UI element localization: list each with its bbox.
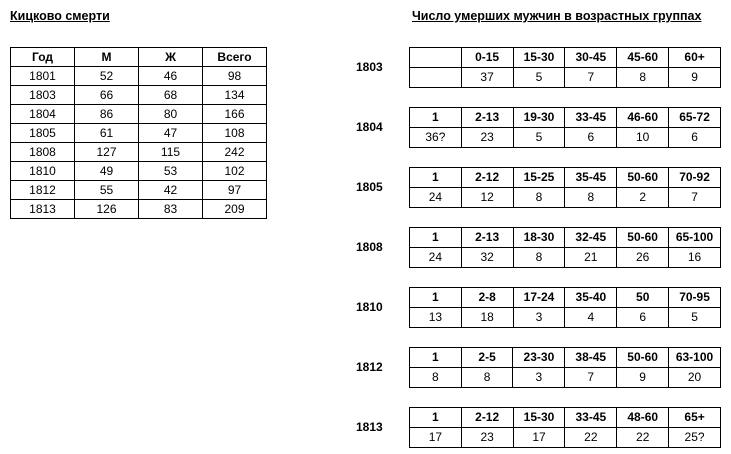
death-count-cell: 13 xyxy=(410,308,462,328)
cell-female: 68 xyxy=(139,86,203,105)
death-count-row xyxy=(410,428,721,448)
age-group-table xyxy=(409,407,721,448)
age-range-cell: 15-30 xyxy=(513,48,565,68)
age-range-cell: 48-60 xyxy=(617,408,669,428)
cell-year: 1801 xyxy=(11,67,75,86)
death-count-cell: 17 xyxy=(513,428,565,448)
age-range-cell: 70-95 xyxy=(669,288,721,308)
age-range-row xyxy=(410,228,721,248)
age-group-block xyxy=(356,287,721,327)
death-count-cell: 23 xyxy=(461,128,513,148)
table-row xyxy=(11,67,267,86)
age-range-cell: 23-30 xyxy=(513,348,565,368)
death-count-cell: 9 xyxy=(669,68,721,88)
deaths-title: Кицково смерти xyxy=(10,9,110,23)
death-count-cell: 8 xyxy=(461,368,513,388)
group-year: 1804 xyxy=(356,120,383,134)
age-range-cell: 15-30 xyxy=(513,408,565,428)
death-count-cell: 6 xyxy=(617,308,669,328)
group-year: 1812 xyxy=(356,360,383,374)
death-count-cell: 24 xyxy=(410,248,462,268)
age-range-cell: 35-45 xyxy=(565,168,617,188)
age-group-table xyxy=(409,227,721,268)
age-group-table xyxy=(409,47,721,88)
cell-total: 102 xyxy=(203,162,267,181)
death-count-cell: 8 xyxy=(513,188,565,208)
age-range-cell: 1 xyxy=(410,228,462,248)
header-total: Всего xyxy=(203,48,267,67)
group-year: 1808 xyxy=(356,240,383,254)
death-count-cell: 16 xyxy=(669,248,721,268)
death-count-cell: 22 xyxy=(565,428,617,448)
death-count-cell: 20 xyxy=(669,368,721,388)
age-range-cell: 2-13 xyxy=(461,228,513,248)
age-range-cell: 50-60 xyxy=(617,228,669,248)
age-range-cell: 63-100 xyxy=(669,348,721,368)
age-range-cell: 15-25 xyxy=(513,168,565,188)
cell-total: 108 xyxy=(203,124,267,143)
death-count-cell: 10 xyxy=(617,128,669,148)
death-count-cell: 6 xyxy=(669,128,721,148)
group-year: 1813 xyxy=(356,420,383,434)
age-range-cell: 2-13 xyxy=(461,108,513,128)
cell-year: 1813 xyxy=(11,200,75,219)
death-count-cell: 8 xyxy=(565,188,617,208)
age-range-cell: 2-12 xyxy=(461,408,513,428)
table-row xyxy=(11,124,267,143)
age-range-cell: 45-60 xyxy=(617,48,669,68)
age-range-cell: 65+ xyxy=(669,408,721,428)
death-count-cell: 3 xyxy=(513,368,565,388)
cell-male: 49 xyxy=(75,162,139,181)
table-row xyxy=(11,86,267,105)
group-year: 1810 xyxy=(356,300,383,314)
age-range-cell: 1 xyxy=(410,408,462,428)
death-count-cell: 18 xyxy=(461,308,513,328)
age-group-block xyxy=(356,347,721,387)
death-count-cell: 8 xyxy=(513,248,565,268)
header-female: Ж xyxy=(139,48,203,67)
age-group-table xyxy=(409,347,721,388)
death-count-cell: 3 xyxy=(513,308,565,328)
cell-male: 52 xyxy=(75,67,139,86)
death-count-cell: 5 xyxy=(669,308,721,328)
age-range-row xyxy=(410,348,721,368)
cell-male: 126 xyxy=(75,200,139,219)
age-range-cell: 33-45 xyxy=(565,408,617,428)
cell-male: 66 xyxy=(75,86,139,105)
deaths-header-row xyxy=(11,48,267,67)
death-count-row xyxy=(410,68,721,88)
age-range-cell: 35-40 xyxy=(565,288,617,308)
death-count-row xyxy=(410,128,721,148)
age-range-cell: 38-45 xyxy=(565,348,617,368)
header-male: М xyxy=(75,48,139,67)
cell-male: 86 xyxy=(75,105,139,124)
death-count-row xyxy=(410,248,721,268)
group-year: 1805 xyxy=(356,180,383,194)
age-range-cell: 1 xyxy=(410,348,462,368)
cell-female: 83 xyxy=(139,200,203,219)
death-count-cell: 8 xyxy=(410,368,462,388)
death-count-cell: 7 xyxy=(565,368,617,388)
age-range-row xyxy=(410,48,721,68)
death-count-cell: 7 xyxy=(565,68,617,88)
age-range-cell: 0-15 xyxy=(461,48,513,68)
age-group-block xyxy=(356,107,721,147)
age-range-cell: 65-100 xyxy=(669,228,721,248)
age-range-cell: 32-45 xyxy=(565,228,617,248)
death-count-cell: 4 xyxy=(565,308,617,328)
age-range-cell: 65-72 xyxy=(669,108,721,128)
age-group-table xyxy=(409,167,721,208)
age-range-cell: 2-12 xyxy=(461,168,513,188)
death-count-cell: 8 xyxy=(617,68,669,88)
cell-total: 98 xyxy=(203,67,267,86)
cell-year: 1803 xyxy=(11,86,75,105)
cell-year: 1805 xyxy=(11,124,75,143)
death-count-cell: 5 xyxy=(513,68,565,88)
age-range-cell: 18-30 xyxy=(513,228,565,248)
cell-total: 134 xyxy=(203,86,267,105)
death-count-cell: 17 xyxy=(410,428,462,448)
age-range-row xyxy=(410,408,721,428)
cell-year: 1812 xyxy=(11,181,75,200)
age-range-cell: 19-30 xyxy=(513,108,565,128)
cell-total: 97 xyxy=(203,181,267,200)
cell-total: 242 xyxy=(203,143,267,162)
death-count-row xyxy=(410,188,721,208)
death-count-cell: 36? xyxy=(410,128,462,148)
table-row xyxy=(11,162,267,181)
cell-year: 1808 xyxy=(11,143,75,162)
age-range-cell: 46-60 xyxy=(617,108,669,128)
death-count-cell: 5 xyxy=(513,128,565,148)
age-range-cell xyxy=(410,48,462,68)
age-range-cell: 50 xyxy=(617,288,669,308)
cell-year: 1810 xyxy=(11,162,75,181)
age-range-cell: 1 xyxy=(410,288,462,308)
cell-female: 115 xyxy=(139,143,203,162)
age-groups-title: Число умерших мужчин в возрастных группах xyxy=(412,9,702,23)
death-count-cell: 25? xyxy=(669,428,721,448)
age-group-block xyxy=(356,47,721,87)
death-count-cell: 22 xyxy=(617,428,669,448)
age-range-cell: 1 xyxy=(410,168,462,188)
death-count-cell: 2 xyxy=(617,188,669,208)
cell-female: 42 xyxy=(139,181,203,200)
cell-female: 46 xyxy=(139,67,203,86)
age-range-cell: 1 xyxy=(410,108,462,128)
death-count-row xyxy=(410,308,721,328)
cell-total: 166 xyxy=(203,105,267,124)
age-range-cell: 30-45 xyxy=(565,48,617,68)
age-range-row xyxy=(410,108,721,128)
death-count-cell: 9 xyxy=(617,368,669,388)
age-range-cell: 2-5 xyxy=(461,348,513,368)
death-count-cell: 6 xyxy=(565,128,617,148)
death-count-row xyxy=(410,368,721,388)
table-row xyxy=(11,105,267,124)
age-group-block xyxy=(356,167,721,207)
group-year: 1803 xyxy=(356,60,383,74)
age-range-cell: 70-92 xyxy=(669,168,721,188)
age-range-cell: 60+ xyxy=(669,48,721,68)
cell-male: 61 xyxy=(75,124,139,143)
cell-male: 127 xyxy=(75,143,139,162)
age-group-block xyxy=(356,227,721,267)
age-group-table xyxy=(409,287,721,328)
death-count-cell: 24 xyxy=(410,188,462,208)
table-row xyxy=(11,200,267,219)
death-count-cell: 7 xyxy=(669,188,721,208)
age-range-cell: 33-45 xyxy=(565,108,617,128)
death-count-cell: 26 xyxy=(617,248,669,268)
death-count-cell: 21 xyxy=(565,248,617,268)
cell-male: 55 xyxy=(75,181,139,200)
age-group-table xyxy=(409,107,721,148)
age-range-row xyxy=(410,288,721,308)
table-row xyxy=(11,143,267,162)
deaths-table xyxy=(10,47,267,219)
cell-total: 209 xyxy=(203,200,267,219)
table-row xyxy=(11,181,267,200)
cell-female: 80 xyxy=(139,105,203,124)
death-count-cell: 32 xyxy=(461,248,513,268)
cell-year: 1804 xyxy=(11,105,75,124)
age-range-row xyxy=(410,168,721,188)
age-range-cell: 50-60 xyxy=(617,168,669,188)
death-count-cell: 23 xyxy=(461,428,513,448)
age-group-block xyxy=(356,407,721,447)
age-range-cell: 2-8 xyxy=(461,288,513,308)
age-range-cell: 17-24 xyxy=(513,288,565,308)
death-count-cell: 12 xyxy=(461,188,513,208)
cell-female: 47 xyxy=(139,124,203,143)
cell-female: 53 xyxy=(139,162,203,181)
death-count-cell: 37 xyxy=(461,68,513,88)
header-year: Год xyxy=(11,48,75,67)
death-count-cell xyxy=(410,68,462,88)
age-range-cell: 50-60 xyxy=(617,348,669,368)
